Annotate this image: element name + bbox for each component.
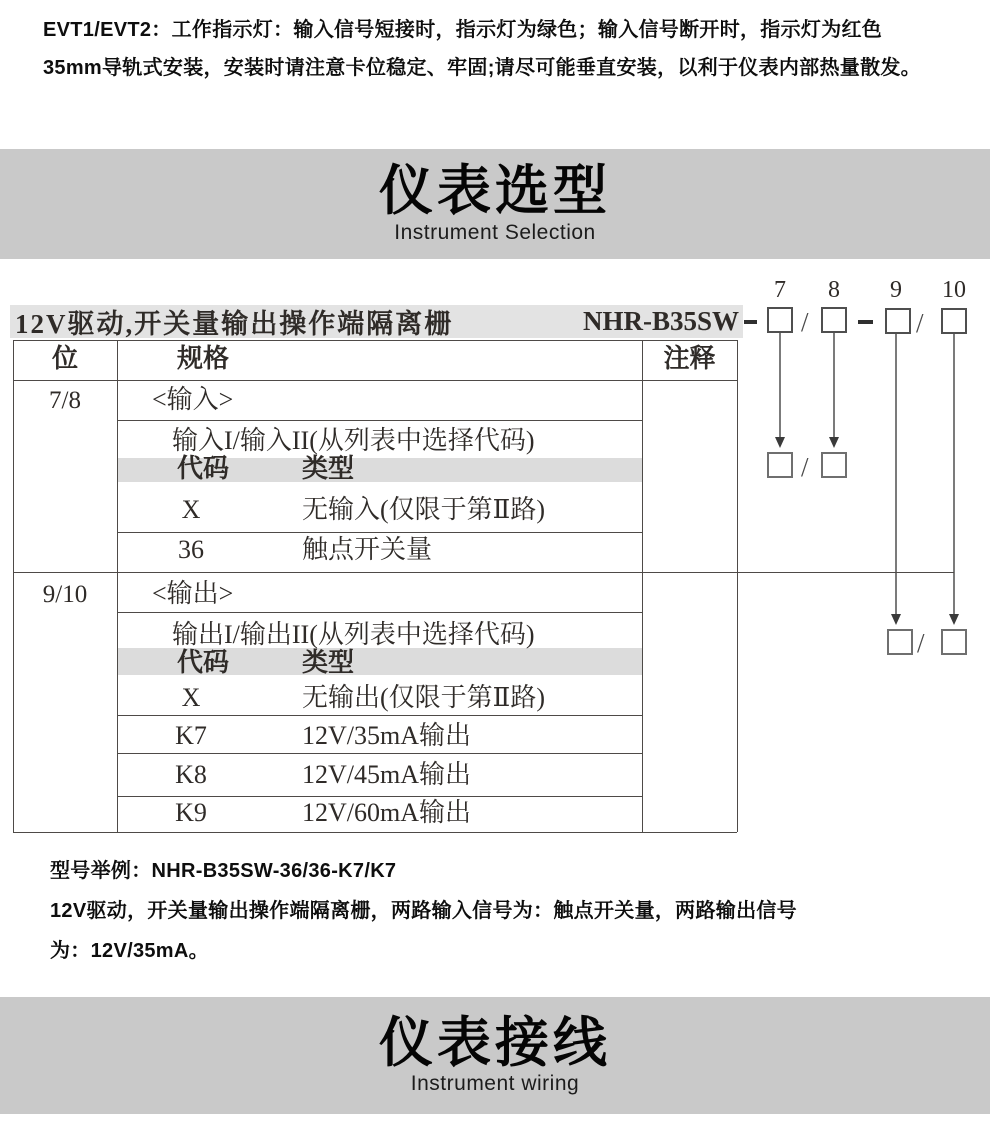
table-border-right — [737, 340, 738, 832]
example-line-1: 型号举例：NHR-B35SW-36/36-K7/K7 — [50, 860, 397, 882]
table-column-divider — [117, 340, 118, 832]
wiring-banner-title: 仪表接线 — [379, 1012, 611, 1073]
wiring-banner-subtitle: Instrument wiring — [410, 1072, 580, 1096]
position-label: 9/10 — [42, 581, 88, 608]
code-box-9 — [885, 308, 911, 334]
slash-separator: / — [801, 307, 809, 337]
type-column-header: 类型 — [302, 454, 355, 483]
table-row-divider — [118, 532, 642, 533]
column-header-position: 位 — [51, 344, 78, 373]
product-description: 12V驱动,开关量输出操作端隔离栅 — [15, 309, 454, 339]
group-label: <输出> — [152, 579, 234, 608]
output-code-box-1 — [887, 629, 913, 655]
intro-line-1: EVT1/EVT2：工作指示灯：输入信号短接时，指示灯为绿色；输入信号断开时，指示灯为红色 — [43, 19, 883, 41]
column-header-spec: 规格 — [177, 344, 230, 373]
selection-banner-subtitle: Instrument Selection — [394, 220, 596, 244]
row-type: 触点开关量 — [302, 535, 433, 564]
digit-label-9: 9 — [890, 277, 902, 303]
intro-paragraph — [43, 11, 963, 87]
intro-line-2: 35mm导轨式安装，安装时请注意卡位稳定、牢固;请尽可能垂直安装，以利于仪表内部热量散发。 — [43, 57, 921, 79]
digit-label-8: 8 — [828, 277, 840, 303]
row-type: 无输出(仅限于第Ⅱ路) — [302, 683, 545, 712]
arrow-down-icon — [775, 437, 785, 448]
row-code: X — [181, 683, 201, 712]
connector-line-8 — [833, 333, 835, 437]
row-type: 12V/60mA输出 — [302, 798, 472, 827]
wiring-banner — [0, 997, 990, 1114]
table-column-divider — [642, 340, 643, 832]
arrow-down-icon — [949, 614, 959, 625]
row-type: 12V/45mA输出 — [302, 760, 472, 789]
model-code: NHR-B35SW — [582, 306, 739, 336]
position-label: 7/8 — [49, 387, 81, 414]
input-code-box-1 — [767, 452, 793, 478]
example-line-3: 为：12V/35mA。 — [50, 940, 209, 962]
digit-label-10: 10 — [942, 277, 966, 303]
connector-line-7 — [779, 333, 781, 437]
row-type: 无输入(仅限于第Ⅱ路) — [302, 495, 545, 524]
selection-banner — [0, 149, 990, 259]
dash-separator — [858, 320, 873, 324]
slash-separator: / — [916, 308, 924, 338]
code-column-header: 代码 — [177, 454, 230, 483]
arrow-down-icon — [891, 614, 901, 625]
group-instruction: 输出I/输出II(从列表中选择代码) — [172, 620, 535, 649]
example-line-2: 12V驱动，开关量输出操作端隔离栅，两路输入信号为：触点开关量，两路输出信号 — [50, 900, 797, 922]
code-column-header: 代码 — [177, 648, 230, 677]
table-border-top — [13, 340, 737, 341]
row-code: K8 — [175, 760, 207, 789]
column-header-note: 注释 — [663, 344, 716, 373]
selection-banner-title: 仪表选型 — [379, 161, 611, 222]
table-row-divider — [118, 796, 642, 797]
type-column-header: 类型 — [302, 648, 355, 677]
input-code-box-2 — [821, 452, 847, 478]
digit-label-7: 7 — [774, 277, 786, 303]
row-code: 36 — [178, 535, 204, 564]
table-header-divider — [13, 380, 737, 381]
group-instruction: 输入I/输入II(从列表中选择代码) — [172, 426, 535, 455]
table-row-divider — [118, 715, 642, 716]
output-code-box-2 — [941, 629, 967, 655]
row-code: X — [181, 495, 201, 524]
dash-separator — [744, 320, 757, 324]
table-section-divider — [13, 572, 954, 573]
table-row-divider — [118, 420, 642, 421]
code-box-10 — [941, 308, 967, 334]
arrow-down-icon — [829, 437, 839, 448]
table-border-bottom — [13, 832, 737, 833]
row-code: K9 — [175, 798, 207, 827]
model-example-paragraph — [50, 851, 950, 971]
table-row-divider — [118, 612, 642, 613]
row-type: 12V/35mA输出 — [302, 721, 472, 750]
model-header-bar — [10, 305, 743, 338]
group-label: <输入> — [152, 385, 234, 414]
slash-separator: / — [917, 628, 925, 658]
code-box-8 — [821, 307, 847, 333]
row-code: K7 — [175, 721, 207, 750]
code-box-7 — [767, 307, 793, 333]
slash-separator: / — [801, 452, 809, 482]
table-row-divider — [118, 753, 642, 754]
